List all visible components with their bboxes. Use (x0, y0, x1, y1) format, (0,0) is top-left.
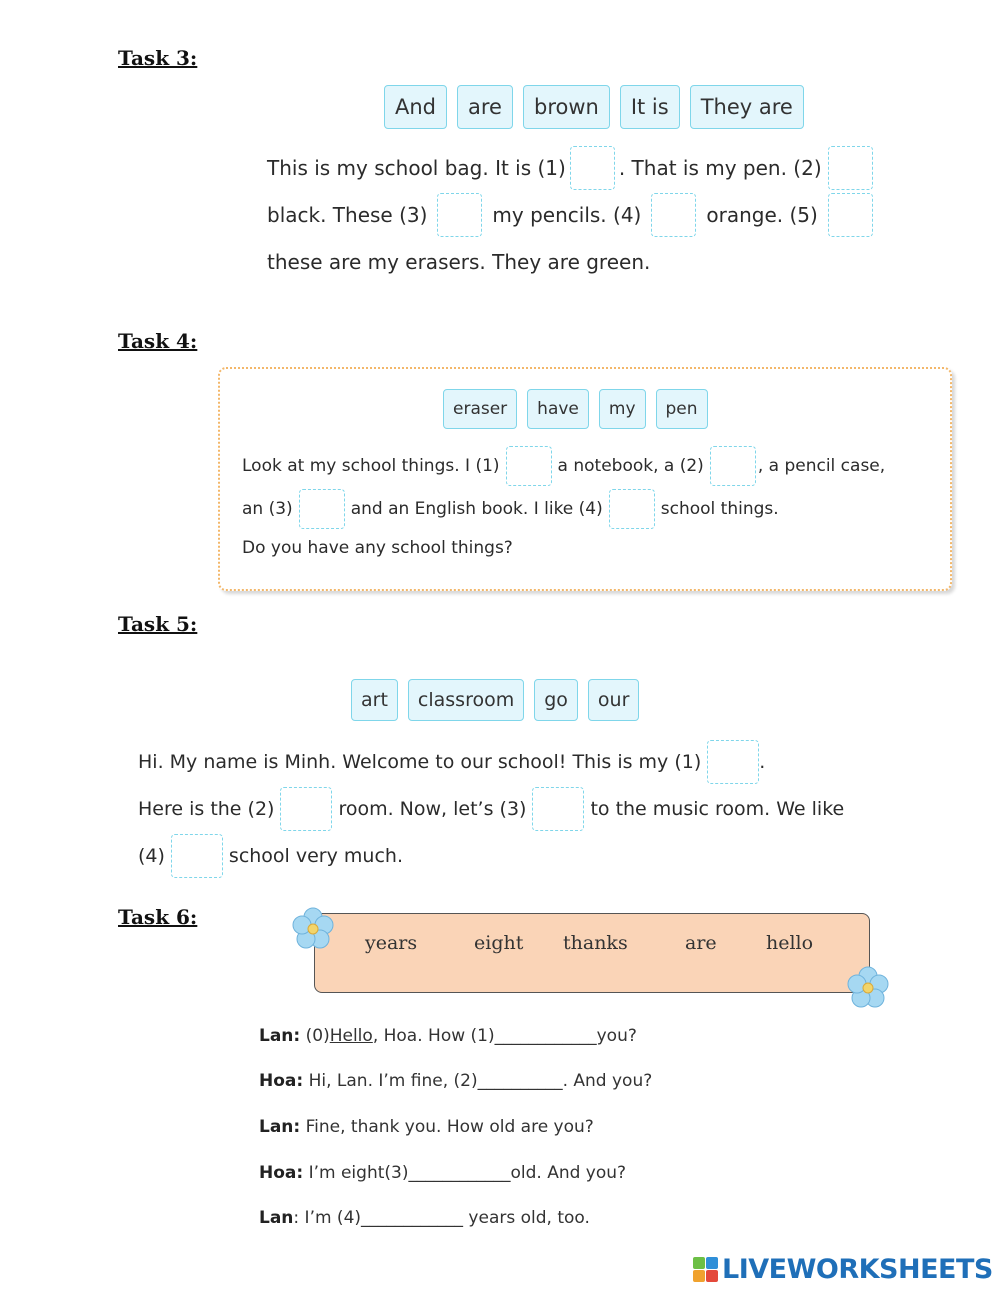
text: : I’m (4)____________ years old, too. (293, 1208, 590, 1228)
word-chip[interactable]: have (527, 389, 589, 429)
text: (0) (305, 1026, 330, 1046)
dialog-line-3 (259, 1117, 594, 1137)
speaker: Lan (259, 1208, 294, 1228)
text: . That is my pen. (2) (618, 156, 822, 180)
flower-icon (845, 965, 891, 1011)
dialog-line-5 (259, 1208, 590, 1228)
task5-line-3 (138, 834, 403, 878)
text: school things. (660, 499, 779, 519)
word-chip[interactable]: It is (620, 85, 680, 129)
dialog-line-2 (259, 1071, 652, 1091)
blank-1[interactable] (707, 740, 759, 784)
task3-line-1 (267, 146, 877, 190)
text: Hi, Lan. I’m fine, (2)__________. And you? (308, 1071, 653, 1091)
blank-4[interactable] (171, 834, 223, 878)
text: and an English book. I like (4) (350, 499, 603, 519)
text: . (759, 751, 766, 773)
blank-4[interactable] (651, 193, 696, 237)
text: my pencils. (4) (492, 203, 642, 227)
task5-title: Task 5: (118, 612, 198, 636)
text: Fine, thank you. How old are you? (305, 1117, 594, 1137)
task4-line-1 (242, 446, 885, 486)
task4-line-2 (242, 489, 779, 529)
bank-word: years (365, 932, 418, 954)
task4-word-bank (443, 389, 708, 429)
word-chip[interactable]: And (384, 85, 447, 129)
text: school very much. (228, 845, 403, 867)
task6-title: Task 6: (118, 905, 198, 929)
task5-word-bank (351, 679, 639, 721)
text: I’m eight(3)____________old. And you? (308, 1163, 627, 1183)
text: a notebook, a (2) (557, 456, 704, 476)
blank-1[interactable] (570, 146, 615, 190)
dialog-line-4 (259, 1163, 626, 1183)
task4-title: Task 4: (118, 329, 198, 353)
word-chip[interactable]: our (588, 679, 639, 721)
word-chip[interactable]: art (351, 679, 398, 721)
task3-word-bank (384, 85, 804, 129)
text: Here is the (2) (138, 798, 275, 820)
text: (4) (138, 845, 165, 867)
text: Look at my school things. I (1) (242, 456, 500, 476)
task3-line-2 (267, 193, 877, 237)
task3-title: Task 3: (118, 46, 198, 70)
speaker: Hoa: (259, 1163, 304, 1183)
blank-3[interactable] (437, 193, 482, 237)
blank-5[interactable] (828, 193, 873, 237)
blank-2[interactable] (280, 787, 332, 831)
blank-4[interactable] (609, 489, 655, 529)
text: room. Now, let’s (3) (338, 798, 527, 820)
dialog-line-1 (259, 1026, 637, 1046)
task5-line-1 (138, 740, 765, 784)
text: black. These (3) (267, 203, 428, 227)
blank-2[interactable] (828, 146, 873, 190)
task3-line-3: these are my erasers. They are green. (267, 250, 651, 274)
liveworksheets-logo (693, 1254, 993, 1285)
word-chip[interactable]: eraser (443, 389, 517, 429)
word-chip[interactable]: classroom (408, 679, 524, 721)
text: , Hoa. How (1)____________you? (372, 1026, 637, 1046)
text: This is my school bag. It is (1) (267, 156, 566, 180)
word-chip[interactable]: pen (656, 389, 708, 429)
word-chip[interactable]: brown (523, 85, 610, 129)
speaker: Lan: (259, 1117, 301, 1137)
brand-icon (693, 1257, 718, 1282)
blank-3[interactable] (532, 787, 584, 831)
bank-word: are (685, 932, 717, 954)
flower-icon (290, 906, 336, 952)
speaker: Lan: (259, 1026, 301, 1046)
task5-line-2 (138, 787, 844, 831)
text: Hi. My name is Minh. Welcome to our school! This is my (1) (138, 751, 702, 773)
text: to the music room. We like (590, 798, 845, 820)
word-chip[interactable]: go (534, 679, 578, 721)
word-chip[interactable]: are (457, 85, 513, 129)
word-chip[interactable]: my (599, 389, 646, 429)
bank-word: hello (766, 932, 814, 954)
brand-text: LIVEWORKSHEETS (722, 1254, 993, 1285)
speaker: Hoa: (259, 1071, 304, 1091)
word-chip[interactable]: They are (690, 85, 804, 129)
bank-word: eight (474, 932, 524, 954)
text: an (3) (242, 499, 293, 519)
example-answer: Hello (329, 1026, 373, 1046)
task4-line-3: Do you have any school things? (242, 538, 513, 558)
text: orange. (5) (706, 203, 818, 227)
task6-word-bank (314, 913, 870, 993)
blank-2[interactable] (710, 446, 756, 486)
bank-word: thanks (563, 932, 628, 954)
blank-3[interactable] (299, 489, 345, 529)
text: , a pencil case, (757, 456, 886, 476)
blank-1[interactable] (506, 446, 552, 486)
